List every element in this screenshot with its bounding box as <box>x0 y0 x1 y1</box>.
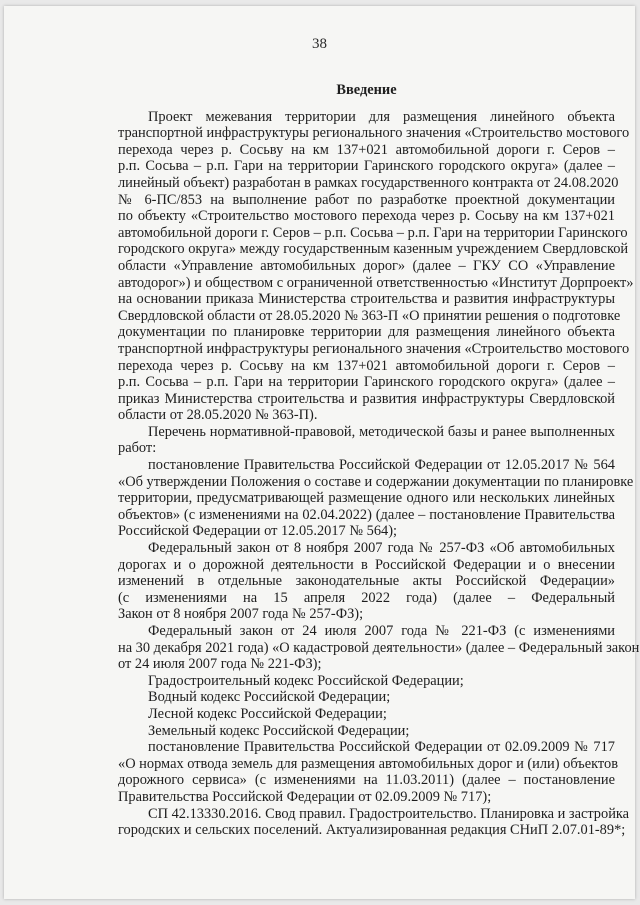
text-line: Градостроительный кодекс Российской Федерации; <box>148 672 464 689</box>
text-line: области от 28.05.2020 № 363-П). <box>118 407 318 424</box>
list-item-forest-code <box>118 706 615 723</box>
text-line: перехода через р. Сосьву на км 137+021 автомобильной дороги г. Серов – <box>118 141 615 158</box>
text-line: Земельный кодекс Российской Федерации; <box>148 722 410 739</box>
document-body <box>118 82 640 839</box>
list-item-water-code <box>118 689 615 706</box>
text-line: по объекту «Строительство мостового перехода через р. Сосьву на км 137+021 <box>118 208 615 225</box>
text-line: на 30 декабря 2021 года) «О кадастровой деятельности» (далее – Федеральный закон <box>118 639 640 656</box>
text-line: р.п. Сосьва – р.п. Гари на территории Гаринского городского округа» (далее – <box>118 374 615 391</box>
text-line: Водный кодекс Российской Федерации; <box>148 689 391 706</box>
list-item-decree-717 <box>118 739 619 805</box>
list-item-land-code <box>118 723 615 740</box>
text-line: работ: <box>118 440 157 457</box>
text-line: объектов» (с изменениями на 02.04.2022) (далее – постановление Правительства <box>118 506 615 523</box>
text-line: транспортной инфраструктуры регионального значения «Строительство мостового <box>118 125 630 142</box>
text-line: № 6-ПС/853 на выполнение работ по разработке проектной документации <box>118 191 615 208</box>
text-line: изменений в отдельные законодательные акты Российской Федерации» <box>118 573 615 590</box>
text-line: автодорог») и обществом с ограниченной ответственностью «Институт Дорпроект» <box>118 274 634 291</box>
text-line: территории, предусматривающей размещение одного или нескольких линейных <box>118 490 615 507</box>
text-line: Лесной кодекс Российской Федерации; <box>148 705 387 722</box>
text-line: приказ Министерства строительства и развития инфраструктуры Свердловской <box>118 390 615 407</box>
paragraph-list-intro <box>118 424 615 457</box>
text-line: (с изменениями на 15 апреля 2022 года) (далее – Федеральный <box>118 589 615 606</box>
text-line: от 24 июля 2007 года № 221-ФЗ); <box>118 656 322 673</box>
text-line: Федеральный закон от 24 июля 2007 года № 221-ФЗ (с изменениями <box>148 623 615 639</box>
text-line: СП 42.13330.2016. Свод правил. Градостроительство. Планировка и застройка <box>148 805 630 822</box>
page-number: 38 <box>312 36 327 52</box>
text-line: транспортной инфраструктуры регионального значения «Строительство мостового <box>118 340 630 357</box>
text-line: Федеральный закон от 8 ноября 2007 года № 257-ФЗ «Об автомобильных <box>148 540 615 557</box>
text-line: на основании приказа Министерства строительства и развития инфраструктуры <box>118 291 615 308</box>
text-line: Перечень нормативной-правовой, методической базы и ранее выполненных <box>148 423 615 440</box>
text-line: Свердловской области от 28.05.2020 № 363-П «О принятии решения о подготовке <box>118 307 621 324</box>
text-line: Российской Федерации от 12.05.2017 № 564); <box>118 523 398 540</box>
text-line: Проект межевания территории для размещения линейного объекта <box>148 108 615 125</box>
list-item-decree-564 <box>118 457 634 540</box>
text-line: перехода через р. Сосьву на км 137+021 автомобильной дороги г. Серов – <box>118 357 615 374</box>
text-line: р.п. Сосьва – р.п. Гари на территории Гаринского городского округа» (далее – <box>118 158 615 175</box>
text-line: «О нормах отвода земель для размещения автомобильных дорог и (или) объектов <box>118 755 619 772</box>
text-line: Правительства Российской Федерации от 02.09.2009 № 717); <box>118 788 492 805</box>
list-item-urban-code <box>118 673 615 690</box>
text-line: «Об утверждении Положения о составе и содержании документации по планировке <box>118 473 634 490</box>
text-line: постановление Правительства Российской Федерации от 02.09.2009 № 717 <box>148 739 615 756</box>
text-line: автомобильной дороги г. Серов – р.п. Сосьва – р.п. Гари на территории Гаринского <box>118 224 628 241</box>
text-line: области «Управление автомобильных дорог» (далее – ГКУ СО «Управление <box>118 257 615 274</box>
text-line: Закон от 8 ноября 2007 года № 257-ФЗ); <box>118 606 364 623</box>
list-item-law-221 <box>118 623 640 673</box>
text-line: дорогах и о дорожной деятельности в Российской Федерации и о внесении <box>118 556 615 573</box>
text-line: линейный объект) разработан в рамках государственного контракта от 24.08.2020 <box>118 174 619 191</box>
text-line: документации по планировке территории для размещения линейного объекта <box>118 324 615 341</box>
list-item-law-257 <box>118 540 615 623</box>
paragraph-intro <box>118 108 634 424</box>
section-heading: Введение <box>336 82 397 98</box>
text-line: городского округа» между государственным казенным учреждением Свердловской <box>118 241 629 258</box>
list-item-sp-42 <box>118 805 630 839</box>
document-page <box>4 6 640 899</box>
text-line: постановление Правительства Российской Федерации от 12.05.2017 № 564 <box>148 457 615 474</box>
text-line: дорожного сервиса» (с изменениями на 11.03.2011) (далее – постановление <box>118 772 615 789</box>
text-line: городских и сельских поселений. Актуализированная редакция СНиП 2.07.01-89*; <box>118 822 626 839</box>
